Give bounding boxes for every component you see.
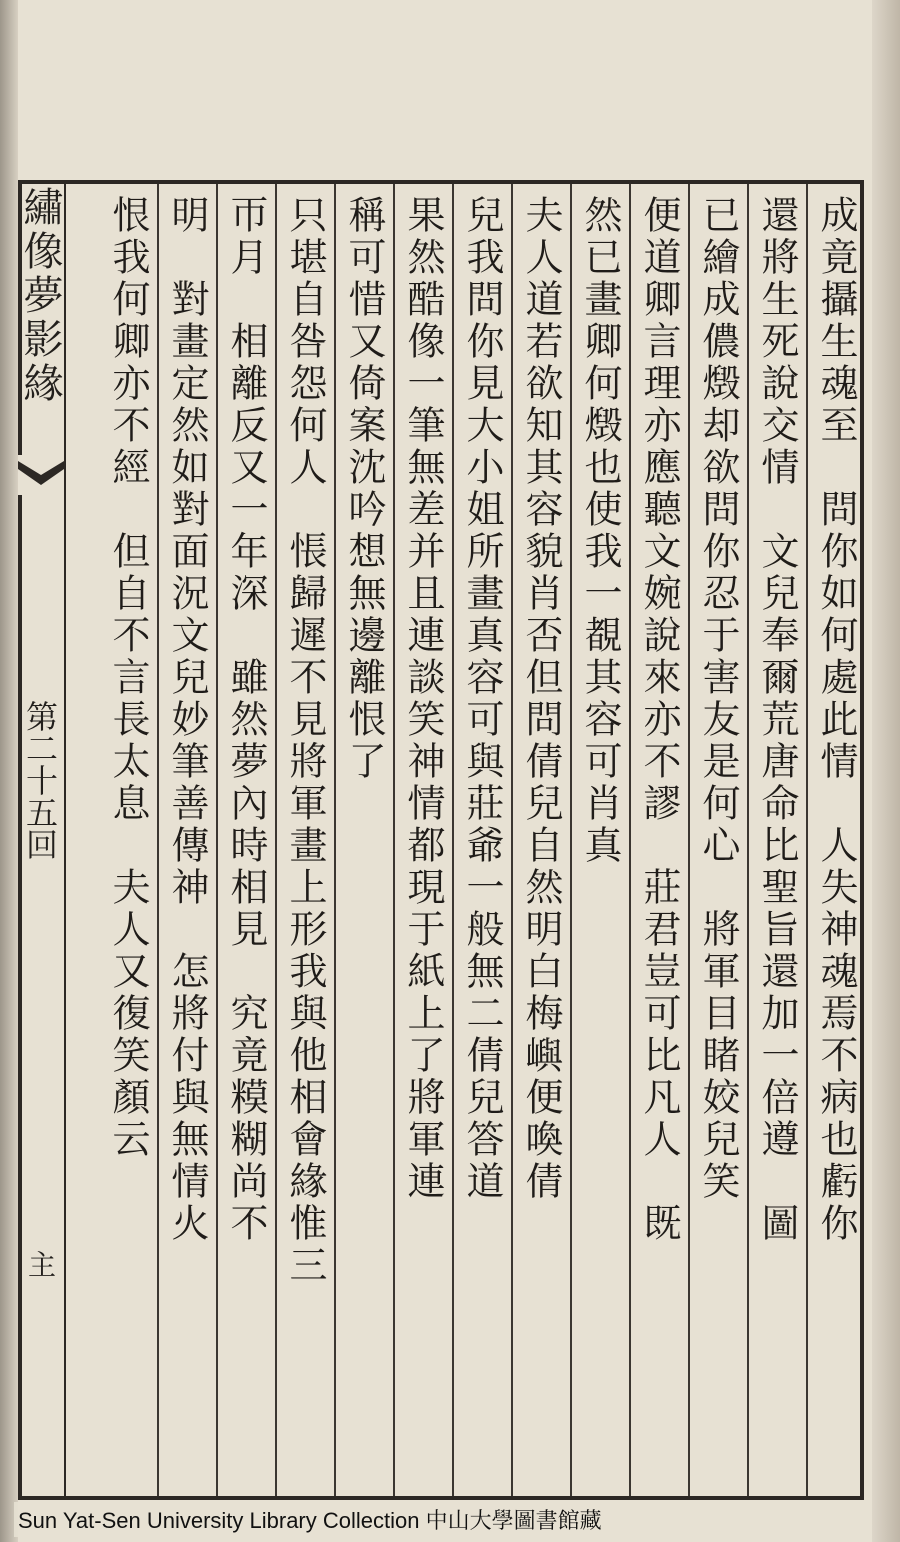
column-rule bbox=[275, 184, 277, 1496]
text-column: 兒我問你見大小姐所畫真容可與莊爺一般無二倩兒答道 bbox=[460, 195, 504, 1203]
text-column: 明 對畫定然如對面況文兒妙筆善傳神 怎將付與無情火 bbox=[165, 195, 209, 1245]
column-rule bbox=[570, 184, 572, 1496]
column-rule bbox=[629, 184, 631, 1496]
page-spine bbox=[18, 180, 66, 1500]
book-title: 繡像夢影緣 bbox=[17, 186, 63, 406]
column-rule bbox=[393, 184, 395, 1496]
text-column: 成竟攝生魂至 問你如何處此情 人失神魂焉不病也虧你 bbox=[814, 195, 858, 1245]
column-rule bbox=[157, 184, 159, 1496]
column-rule bbox=[688, 184, 690, 1496]
page-right-edge bbox=[872, 0, 900, 1542]
column-rule bbox=[747, 184, 749, 1496]
column-rule bbox=[216, 184, 218, 1496]
book-binding-edge bbox=[0, 0, 18, 1542]
text-column: 只堪自咎怨何人 悵歸遲不見將軍畫上形我與他相會緣惟三 bbox=[283, 195, 327, 1287]
page-mark: 主 bbox=[24, 1250, 57, 1278]
column-rule bbox=[806, 184, 808, 1496]
text-column: 果然酷像一筆無差并且連談笑神情都現于紙上了將軍連 bbox=[401, 195, 445, 1203]
library-caption: Sun Yat-Sen University Library Collection 中山大學圖書館藏 bbox=[14, 1502, 606, 1537]
text-column: 便道卿言理亦應聽文婉說來亦不謬 莊君豈可比凡人 既 bbox=[637, 195, 681, 1245]
text-column: 已繪成儂燬却欲問你忍于害友是何心 將軍目睹姣兒笑 bbox=[696, 195, 740, 1203]
text-column: 然已畫卿何燬也使我一覩其容可肖真 bbox=[578, 195, 622, 867]
column-rule bbox=[452, 184, 454, 1496]
fish-tail-mark-icon bbox=[18, 455, 64, 495]
column-rule bbox=[334, 184, 336, 1496]
text-column: 稱可惜又倚案沈吟想無邊離恨了 bbox=[342, 195, 386, 783]
text-column: 還將生死說交情 文兒奉爾荒唐命比聖旨還加一倍遵 圖 bbox=[755, 195, 799, 1245]
text-column: 夫人道若欲知其容貌肖否但問倩兒自然明白梅嶼便喚倩 bbox=[519, 195, 563, 1203]
text-column: 帀月 相離反又一年深 雖然夢內時相見 究竟糢糊尚不 bbox=[224, 195, 268, 1245]
chapter-label: 第二十五回 bbox=[21, 700, 59, 860]
column-rule bbox=[511, 184, 513, 1496]
text-column: 恨我何卿亦不經 但自不言長太息 夫人又復笑顏云 bbox=[106, 195, 150, 1161]
